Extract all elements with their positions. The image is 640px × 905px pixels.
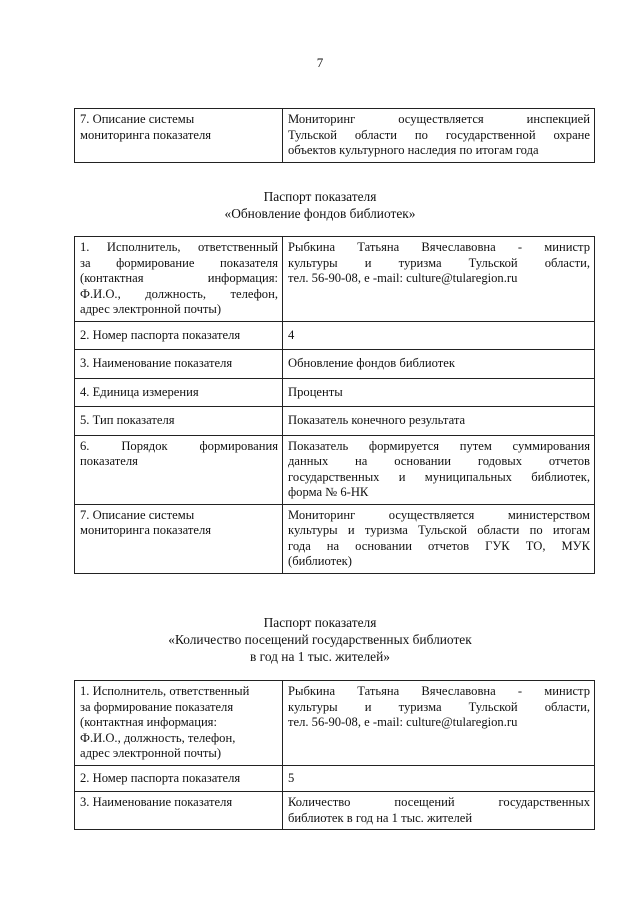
table-row: [75, 407, 595, 436]
passport-4-table: [74, 236, 595, 574]
row-value: Количество посещений государственных библиотек в год на 1 тыс. жителей: [283, 792, 595, 830]
passport-4-subtitle: «Обновление фондов библиотек»: [224, 206, 416, 221]
row-value: Мониторинг осуществляется инспекцией Тульской области по государственной охране объектов культурного наследия по итогам года: [283, 109, 595, 163]
passport-5-heading: [0, 614, 640, 665]
table-row: [75, 792, 595, 830]
row-label: 1. Исполнитель, ответственный за формирование показателя (контактная информация: Ф.И.О., должность, телефон, адрес электронной почты): [75, 237, 283, 322]
table-row: [75, 109, 595, 163]
table-row: [75, 350, 595, 379]
row-label: 3. Наименование показателя: [75, 792, 283, 830]
row-value: Показатель конечного результата: [283, 407, 595, 436]
row-label: 3. Наименование показателя: [75, 350, 283, 379]
passport-5-subtitle: «Количество посещений государственных библиотек: [168, 632, 472, 647]
row-label: 7. Описание системы мониторинга показателя: [75, 504, 283, 573]
page-number: 7: [316, 55, 324, 70]
row-label: 2. Номер паспорта показателя: [75, 765, 283, 792]
passport-5-title: Паспорт показателя: [263, 615, 377, 630]
table-row: [75, 321, 595, 350]
table-row: [75, 435, 595, 504]
row-label: 6. Порядок формирования показателя: [75, 435, 283, 504]
table-row: [75, 237, 595, 322]
row-label: 4. Единица измерения: [75, 378, 283, 407]
row-value: 4: [283, 321, 595, 350]
row-value: Обновление фондов библиотек: [283, 350, 595, 379]
row-value: Мониторинг осуществляется министерством культуры и туризма Тульской области по итогам года на основании отчетов ГУК ТО, МУК (библиотек): [283, 504, 595, 573]
passport-5-subtitle-line2: в год на 1 тыс. жителей»: [250, 649, 390, 664]
indicator-3-continuation-table: [74, 108, 595, 163]
row-label: 7. Описание системы мониторинга показателя: [75, 109, 283, 163]
table-row: [75, 765, 595, 792]
row-label: 1. Исполнитель, ответственный за формирование показателя (контактная информация: Ф.И.О., должность, телефон, адрес электронной почты): [75, 681, 283, 766]
row-label: 5. Тип показателя: [75, 407, 283, 436]
table-row: [75, 681, 595, 766]
table-row: [75, 504, 595, 573]
row-label: 2. Номер паспорта показателя: [75, 321, 283, 350]
table-row: [75, 378, 595, 407]
row-value: Рыбкина Татьяна Вячеславовна - министр культуры и туризма Тульской области, тел. 56-90-08, е -mail: culture@tularegion.ru: [283, 237, 595, 322]
row-value: Рыбкина Татьяна Вячеславовна - министр культуры и туризма Тульской области, тел. 56-90-08, е -mail: culture@tularegion.ru: [283, 681, 595, 766]
row-value: Проценты: [283, 378, 595, 407]
passport-4-heading: [0, 188, 640, 222]
row-value: 5: [283, 765, 595, 792]
passport-4-title: Паспорт показателя: [263, 189, 377, 204]
passport-5-table: [74, 680, 595, 830]
row-value: Показатель формируется путем суммирования данных на основании годовых отчетов государственных и муниципальных библиотек, форма № 6-НК: [283, 435, 595, 504]
